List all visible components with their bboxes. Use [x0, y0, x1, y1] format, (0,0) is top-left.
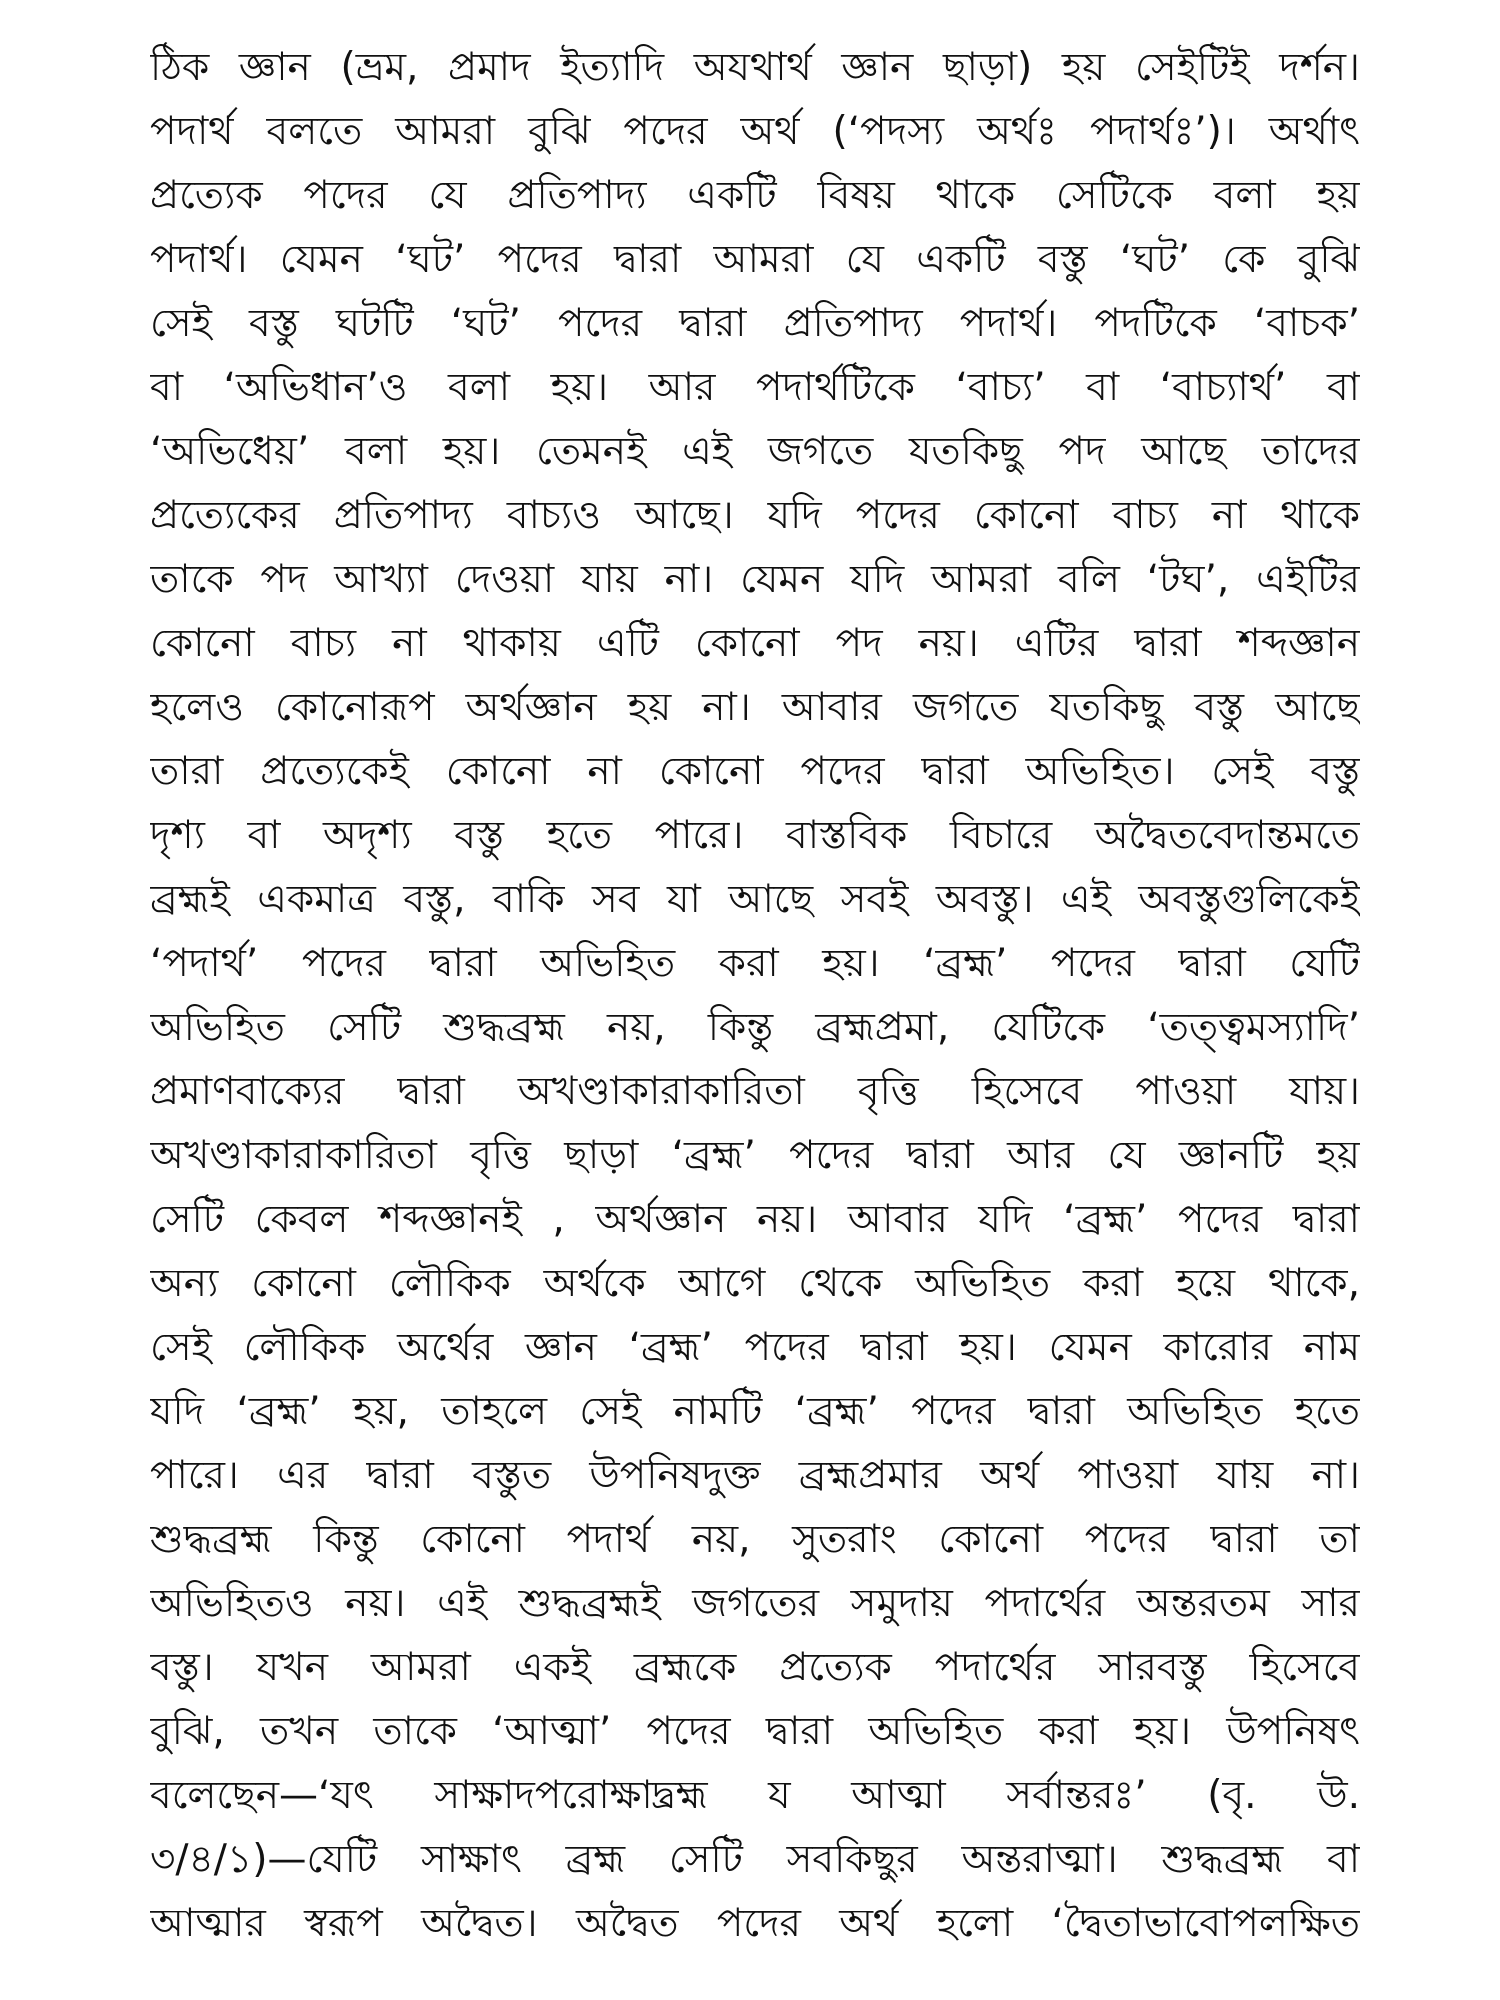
document-page [150, 40, 1360, 1970]
text-line: প্রমাণবাক্যের দ্বারা অখণ্ডাকারাকারিতা বৃত্তি হিসেবে পাওয়া যায়। [150, 1069, 1360, 1114]
text-line: সেই লৌকিক অর্থের জ্ঞান ‘ব্রহ্ম’ পদের দ্বারা হয়। যেমন কারোর নাম [150, 1325, 1360, 1370]
text-line: প্রত্যেকের প্রতিপাদ্য বাচ্যও আছে। যদি পদের কোনো বাচ্য না থাকে [150, 493, 1360, 538]
text-line: সেটি কেবল শব্দজ্ঞানই , অর্থজ্ঞান নয়। আবার যদি ‘ব্রহ্ম’ পদের দ্বারা [150, 1197, 1360, 1242]
text-line: বস্তু। যখন আমরা একই ব্রহ্মকে প্রত্যেক পদার্থের সারবস্তু হিসেবে [150, 1645, 1360, 1690]
text-line: আত্মার স্বরূপ অদ্বৈত। অদ্বৈত পদের অর্থ হলো ‘দ্বৈতাভাবোপলক্ষিত [150, 1901, 1360, 1946]
text-line: পদার্থ বলতে আমরা বুঝি পদের অর্থ (‘পদস্য অর্থঃ পদার্থঃ’)। অর্থাৎ [150, 109, 1360, 154]
text-line: প্রত্যেক পদের যে প্রতিপাদ্য একটি বিষয় থাকে সেটিকে বলা হয় [150, 173, 1360, 218]
text-line: বুঝি, তখন তাকে ‘আত্মা’ পদের দ্বারা অভিহিত করা হয়। উপনিষৎ [150, 1709, 1360, 1754]
text-line: অভিহিত সেটি শুদ্ধব্রহ্ম নয়, কিন্তু ব্রহ্মপ্রমা, যেটিকে ‘তত্ত্বমস্যাদি’ [150, 1005, 1360, 1050]
text-line: হলেও কোনোরূপ অর্থজ্ঞান হয় না। আবার জগতে যতকিছু বস্তু আছে [150, 685, 1360, 730]
text-line: অন্য কোনো লৌকিক অর্থকে আগে থেকে অভিহিত করা হয়ে থাকে, [150, 1261, 1360, 1306]
text-line: বলেছেন—‘যৎ সাক্ষাদপরোক্ষাদ্ব্রহ্ম য আত্মা সর্বান্তরঃ’ (বৃ. উ. [150, 1773, 1360, 1818]
text-line: পদার্থ। যেমন ‘ঘট’ পদের দ্বারা আমরা যে একটি বস্তু ‘ঘট’ কে বুঝি [150, 237, 1360, 282]
text-line: শুদ্ধব্রহ্ম কিন্তু কোনো পদার্থ নয়, সুতরাং কোনো পদের দ্বারা তা [150, 1517, 1360, 1562]
text-line: ঠিক জ্ঞান (ভ্রম, প্রমাদ ইত্যাদি অযথার্থ জ্ঞান ছাড়া) হয় সেইটিই দর্শন। [150, 45, 1360, 90]
text-line: যদি ‘ব্রহ্ম’ হয়, তাহলে সেই নামটি ‘ব্রহ্ম’ পদের দ্বারা অভিহিত হতে [150, 1389, 1360, 1434]
text-line: অভিহিতও নয়। এই শুদ্ধব্রহ্মই জগতের সমুদায় পদার্থের অন্তরতম সার [150, 1581, 1360, 1626]
text-line: ‘পদার্থ’ পদের দ্বারা অভিহিত করা হয়। ‘ব্রহ্ম’ পদের দ্বারা যেটি [150, 941, 1360, 986]
text-line: অখণ্ডাকারাকারিতা বৃত্তি ছাড়া ‘ব্রহ্ম’ পদের দ্বারা আর যে জ্ঞানটি হয় [150, 1133, 1360, 1178]
text-line: কোনো বাচ্য না থাকায় এটি কোনো পদ নয়। এটির দ্বারা শব্দজ্ঞান [150, 621, 1360, 666]
text-line: ৩/৪/১)—যেটি সাক্ষাৎ ব্রহ্ম সেটি সবকিছুর অন্তরাত্মা। শুদ্ধব্রহ্ম বা [150, 1837, 1360, 1882]
text-line: তাকে পদ আখ্যা দেওয়া যায় না। যেমন যদি আমরা বলি ‘টঘ’, এইটির [150, 557, 1360, 602]
text-line: পারে। এর দ্বারা বস্তুত উপনিষদুক্ত ব্রহ্মপ্রমার অর্থ পাওয়া যায় না। [150, 1453, 1360, 1498]
text-line: তারা প্রত্যেকেই কোনো না কোনো পদের দ্বারা অভিহিত। সেই বস্তু [150, 749, 1360, 794]
text-line: ব্রহ্মই একমাত্র বস্তু, বাকি সব যা আছে সবই অবস্তু। এই অবস্তুগুলিকেই [150, 877, 1360, 922]
text-line: সেই বস্তু ঘটটি ‘ঘট’ পদের দ্বারা প্রতিপাদ্য পদার্থ। পদটিকে ‘বাচক’ [150, 301, 1360, 346]
text-line: ‘অভিধেয়’ বলা হয়। তেমনই এই জগতে যতকিছু পদ আছে তাদের [150, 429, 1360, 474]
text-line: বা ‘অভিধান’ও বলা হয়। আর পদার্থটিকে ‘বাচ্য’ বা ‘বাচ্যার্থ’ বা [150, 365, 1360, 410]
text-line: দৃশ্য বা অদৃশ্য বস্তু হতে পারে। বাস্তবিক বিচারে অদ্বৈতবেদান্তমতে [150, 813, 1360, 858]
